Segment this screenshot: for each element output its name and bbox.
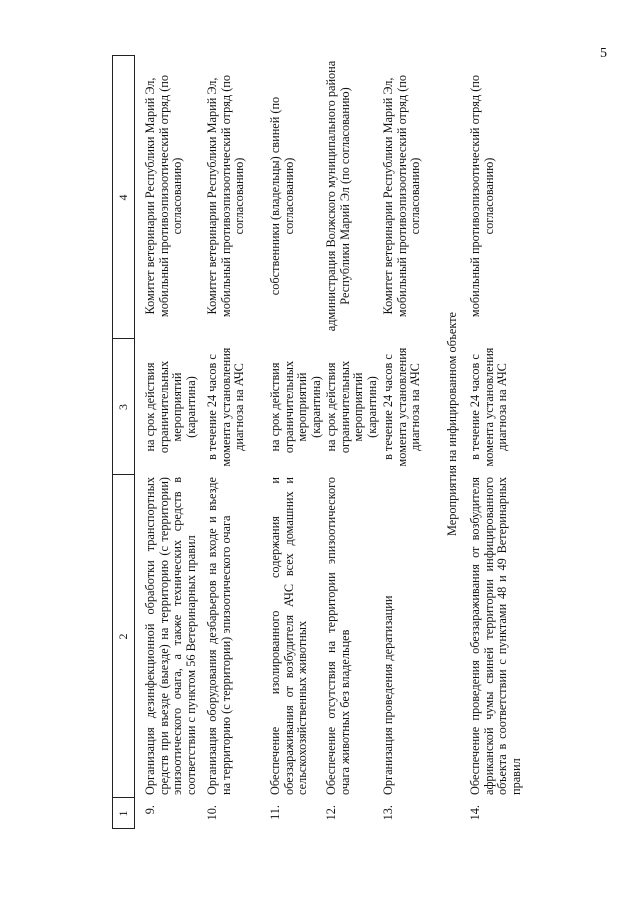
rotated-table-page (112, 55, 524, 829)
row-number: 10. (205, 805, 219, 821)
row-number: 12. (324, 805, 338, 821)
header-col-3: 3 (116, 404, 130, 410)
row-term: на срок действия ограничительных мероприятий (карантина) (324, 360, 379, 454)
measures-table (112, 55, 524, 829)
row-responsible: Комитет ветеринарии Республики Марий Эл, мобильный противоэпизоотический отряд (по согласованию) (381, 74, 423, 318)
row-term: на срок действия ограничительных мероприятий (карантина) (143, 360, 198, 454)
row-description: Обеспечение изолированного содержания и обеззараживания от возбудителя АЧС всех домашних и сельскохозяйственных животных (268, 477, 310, 795)
row-description: Организация дезинфекционной обработки транспортных средств при въезде (выезде) на территорию (с территории) эпизоотического очага, а также технических средств в соответствии с пунктом 56 Ветеринарных правил (143, 477, 198, 795)
row-description: Обеспечение отсутствия на территории эпизоотического очага животных без владельцев (324, 477, 352, 795)
header-col-1: 1 (116, 810, 130, 817)
header-col-2: 2 (116, 633, 130, 640)
row-responsible: администрация Волжского муниципального района Республики Марий Эл (по согласованию) (324, 60, 352, 332)
page-number: 5 (600, 46, 607, 61)
row-responsible: Комитет ветеринарии Республики Марий Эл, мобильный противоэпизоотический отряд (по согласованию) (205, 74, 247, 318)
row-responsible: мобильный противоэпизоотический отряд (по согласованию) (468, 74, 496, 318)
row-term: в течение 24 часов с момента установления диагноза на АЧС (468, 347, 510, 467)
table-top-border (112, 55, 113, 829)
row-number: 11. (268, 805, 282, 820)
row-description: Организация оборудования дезбарьеров на входе и въезде на территорию (с территории) эпизоотического очага (205, 477, 233, 795)
row-responsible: Комитет ветеринарии Республики Марий Эл, мобильный противоэпизоотический отряд (по согласованию) (143, 74, 185, 318)
row-description: Организация проведения дератизации (381, 595, 395, 795)
row-term: на срок действия ограничительных мероприятий (карантина) (268, 360, 323, 454)
row-number: 14. (468, 805, 482, 821)
row-term: в течение 24 часов с момента установления диагноза на АЧС (205, 347, 247, 467)
row-number: 9. (143, 805, 157, 815)
row-responsible: собственники (владельцы) свиней (по согласованию) (268, 96, 296, 296)
row-term: в течение 24 часов с момента установления диагноза на АЧС (381, 347, 423, 467)
section-title: Мероприятия на инфицированном объекте (445, 311, 459, 537)
header-bottom-border (134, 55, 135, 829)
header-col-4: 4 (116, 194, 130, 201)
row-description: Обеспечение проведения обеззараживания от возбудителя африканской чумы свиней территории инфицированного объекта в соответствии с пунктами 48 и 49 Ветеринарных правил (468, 477, 523, 795)
row-number: 13. (381, 805, 395, 821)
